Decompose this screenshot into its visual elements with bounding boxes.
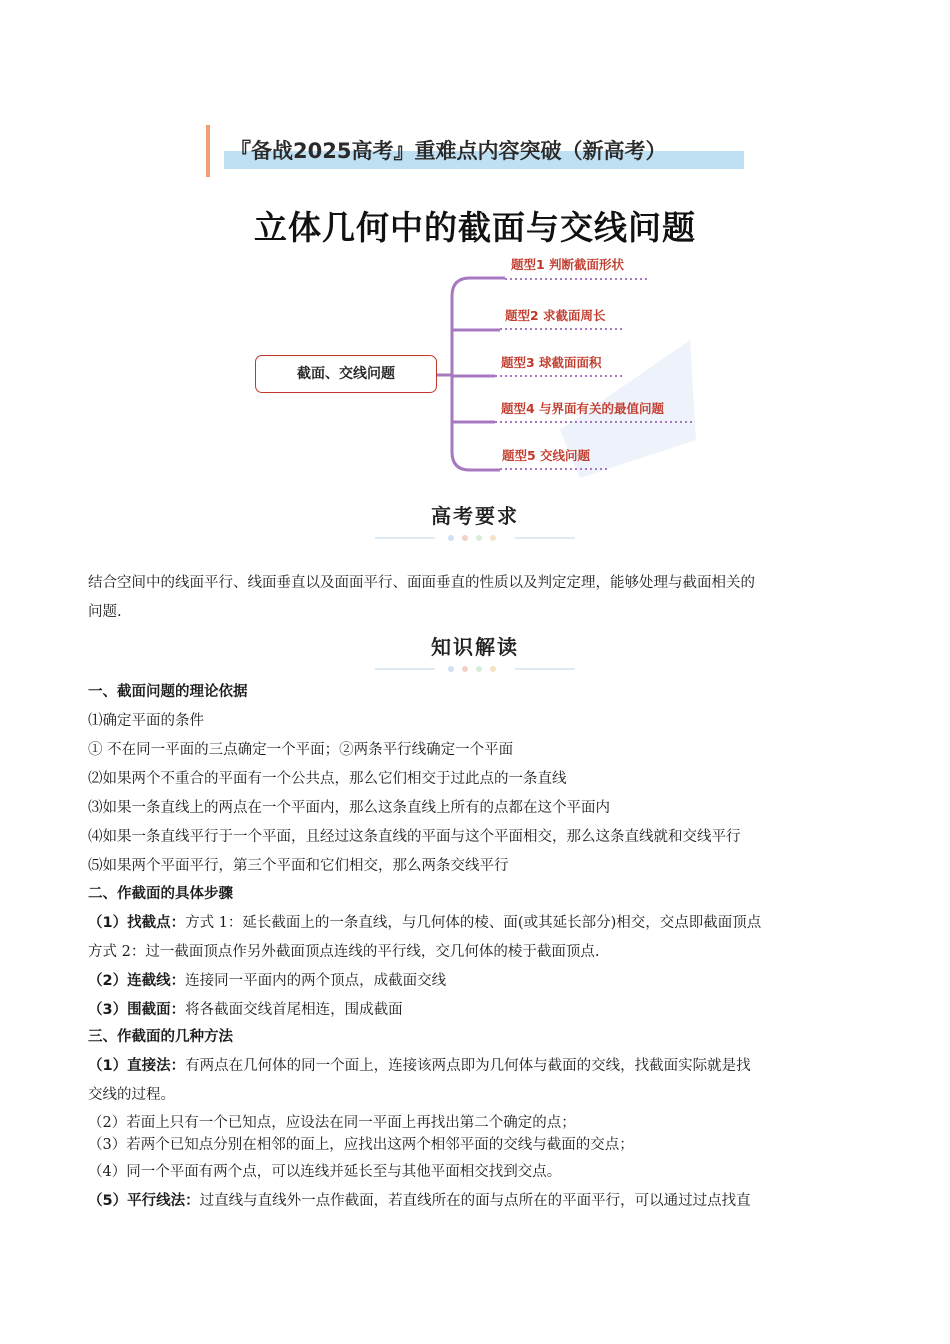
mind-map-item-2: 题型2 求截面周长 xyxy=(505,308,606,323)
content-line: ① 不在同一平面的三点确定一个平面；②两条平行线确定一个平面 xyxy=(88,742,514,758)
part-heading: 三、作截面的几种方法 xyxy=(88,1029,233,1045)
section-heading-knowledge xyxy=(0,631,950,660)
content-line: 方式 2：过一截面顶点作另外截面顶点连线的平行线，交几何体的棱于截面顶点. xyxy=(88,944,600,960)
step-label: （2）连截线： xyxy=(88,973,186,989)
knowledge-part-1 xyxy=(88,678,741,881)
content-line: ⑶如果一条直线上的两点在一个平面内，那么这条直线上所有的点都在这个平面内 xyxy=(88,800,610,816)
paragraph-line: 问题. xyxy=(88,604,122,620)
content-line: ⑵如果两个不重合的平面有一个公共点，那么它们相交于过此点的一条直线 xyxy=(88,771,567,787)
part-heading: 二、作截面的具体步骤 xyxy=(88,886,233,902)
content-line: （3）若两个已知点分别在相邻的面上，应找出这两个相邻平面的交线与截面的交点； xyxy=(88,1137,634,1153)
method-line xyxy=(88,1052,751,1081)
step-line xyxy=(88,967,761,996)
paragraph-line: 结合空间中的线面平行、线面垂直以及面面平行、面面垂直的性质以及判定定理，能够处理与截面相关的 xyxy=(88,575,755,591)
mind-map-item-4: 题型4 与界面有关的最值问题 xyxy=(501,401,665,416)
section-divider-decoration xyxy=(375,532,575,544)
content-line: ⑴确定平面的条件 xyxy=(88,713,204,729)
content-line: ⑸如果两个平面平行，第三个平面和它们相交，那么两条交线平行 xyxy=(88,858,509,874)
part-heading: 一、截面问题的理论依据 xyxy=(88,684,248,700)
step-label: （1）找截点： xyxy=(88,915,186,931)
content-line: ⑷如果一条直线平行于一个平面，且经过这条直线的平面与这个平面相交，那么这条直线就和交线平行 xyxy=(88,829,741,845)
section-divider-decoration xyxy=(375,663,575,675)
mind-map-root: 截面、交线问题 xyxy=(255,355,437,393)
section-title: 高考要求 xyxy=(431,504,519,528)
mind-map-connectors xyxy=(0,0,950,500)
method-label: （5）平行线法： xyxy=(88,1193,200,1209)
method-line xyxy=(88,1187,751,1216)
requirements-paragraph xyxy=(88,569,863,627)
step-line xyxy=(88,996,761,1025)
step-text: 将各截面交线首尾相连，围成截面 xyxy=(185,1002,403,1018)
step-line xyxy=(88,909,761,938)
step-text: 连接同一平面内的两个顶点，成截面交线 xyxy=(185,973,447,989)
method-label: （1）直接法： xyxy=(88,1058,186,1074)
knowledge-part-3 xyxy=(88,1023,751,1216)
knowledge-part-2 xyxy=(88,880,761,1025)
section-title: 知识解读 xyxy=(431,635,519,659)
method-text: 过直线与直线外一点作截面，若直线所在的面与点所在的平面平行，可以通过过点找直 xyxy=(199,1193,751,1209)
mind-map-item-3: 题型3 球截面面积 xyxy=(501,355,602,370)
banner-title: 『备战2025高考』重难点内容突破（新高考） xyxy=(230,139,667,163)
mind-map xyxy=(0,0,950,500)
method-text: 有两点在几何体的同一个面上，连接该两点即为几何体与截面的交线，找截面实际就是找 xyxy=(185,1058,751,1074)
content-line: 交线的过程。 xyxy=(88,1087,175,1103)
content-line: （4）同一个平面有两个点，可以连线并延长至与其他平面相交找到交点。 xyxy=(88,1164,562,1180)
mind-map-item-1: 题型1 判断截面形状 xyxy=(511,257,625,272)
content-line: （2）若面上只有一个已知点，应设法在同一平面上再找出第二个确定的点； xyxy=(88,1115,576,1131)
step-text: 方式 1：延长截面上的一条直线，与几何体的棱、面(或其延长部分)相交，交点即截面顶点 xyxy=(185,915,762,931)
page-title: 立体几何中的截面与交线问题 xyxy=(254,208,696,247)
step-label: （3）围截面： xyxy=(88,1002,186,1018)
section-heading-requirements xyxy=(0,500,950,529)
mind-map-item-5: 题型5 交线问题 xyxy=(502,448,591,463)
